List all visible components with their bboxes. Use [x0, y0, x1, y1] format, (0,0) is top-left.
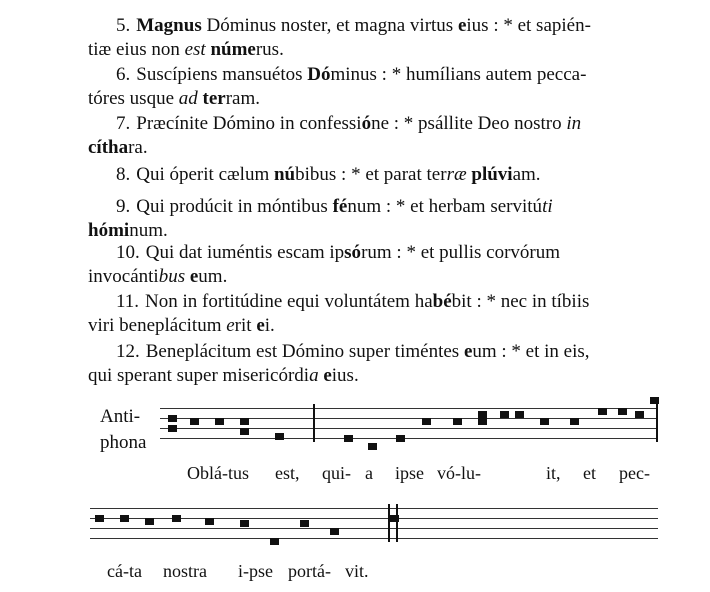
verse-text: Dóminus noster, et magna virtus [201, 15, 458, 36]
neume-note [598, 408, 607, 415]
verse-12 [88, 340, 658, 388]
neume-note [570, 418, 579, 425]
bold-text: e [463, 341, 473, 362]
staff-line-2 [90, 500, 658, 560]
verse-text: ius. [331, 365, 359, 386]
verse-11 [88, 290, 658, 338]
verse-text: Qui prodúcit in móntibus [136, 196, 333, 217]
neume-note [300, 520, 309, 527]
verse-number: 9. [116, 196, 131, 217]
italic-text: ti [542, 196, 553, 217]
neume-note [618, 408, 627, 415]
verse-text: ius : * et sapién- [466, 15, 591, 36]
verse-text: Præcínite Dómino in confessi [136, 113, 362, 134]
bar-line [396, 504, 398, 542]
lyric-syllable: Oblá-tus [187, 463, 249, 483]
staff-rule [160, 418, 658, 419]
lyric-syllable: qui- [322, 463, 351, 483]
verse-text: tiæ eius non [88, 39, 185, 60]
neume-note [368, 443, 377, 450]
neume-note [190, 418, 199, 425]
verse-number: 7. [116, 113, 131, 134]
bold-text: e [189, 266, 199, 287]
staff-rule [90, 538, 658, 539]
bold-text: hómi [88, 220, 130, 241]
lyric-syllable: portá- [288, 561, 331, 581]
bold-text: Dó [307, 64, 331, 85]
staff-line-1 [160, 400, 658, 460]
verse-text: qui sperant super misericórdi [88, 365, 310, 386]
bar-line [388, 504, 390, 542]
staff-rule [90, 528, 658, 529]
antiphon-label [100, 404, 146, 456]
verse-number: 8. [116, 164, 131, 185]
verse-10 [88, 241, 658, 289]
verse-text: Qui dat iuméntis escam ip [145, 242, 345, 263]
neume-note [145, 518, 154, 525]
neume-note [396, 435, 405, 442]
neume-note [215, 418, 224, 425]
bold-text: plúvi [471, 164, 513, 185]
verse-text: num : * et herbam servitú [347, 196, 543, 217]
neume-note [344, 435, 353, 442]
bar-line [656, 404, 658, 442]
verse-number: 12. [116, 341, 140, 362]
neume-note [120, 515, 129, 522]
neume-note [515, 411, 524, 418]
lyric-syllable: et [583, 463, 596, 483]
neume-note [453, 418, 462, 425]
verse-6 [88, 63, 658, 111]
lyric-syllable: pec- [619, 463, 650, 483]
verse-8 [88, 163, 658, 187]
neume-note [168, 415, 177, 422]
verse-text: invocánti [88, 266, 159, 287]
verse-number: 10. [116, 242, 140, 263]
verse-text: um. [198, 266, 228, 287]
staff-rule [160, 438, 658, 439]
neume-note [478, 411, 487, 418]
neume-note [240, 428, 249, 435]
neume-note [168, 425, 177, 432]
bold-text: Magnus [136, 15, 202, 36]
staff-rule [160, 428, 658, 429]
verse-5 [88, 14, 658, 62]
verse-number: 11. [116, 291, 140, 312]
verse-text: viri beneplácitum [88, 315, 227, 336]
verse-text: Non in fortitúdine equi voluntátem ha [145, 291, 433, 312]
italic-text: est [184, 39, 206, 60]
lyric-syllable: cá-ta [107, 561, 142, 581]
verse-text: Suscípiens mansuétos [136, 64, 308, 85]
bar-line [313, 404, 315, 442]
neume-note [422, 418, 431, 425]
verse-number: 5. [116, 15, 131, 36]
lyric-syllable: nostra [163, 561, 207, 581]
verse-text: minus : * humílians autem pecca- [330, 64, 587, 85]
staff-rule [90, 508, 658, 509]
neume-note [500, 411, 509, 418]
verse-text: ra. [128, 137, 148, 158]
verse-text: rit [234, 315, 257, 336]
bold-text: e [323, 365, 332, 386]
lyric-syllable: vó-lu- [437, 463, 481, 483]
lyric-syllable: it, [546, 463, 561, 483]
lyric-syllable: i-pse [238, 561, 273, 581]
lyric-syllable: a [365, 463, 373, 483]
italic-text: bus [158, 266, 186, 287]
neume-note [240, 418, 249, 425]
italic-text: e [226, 315, 235, 336]
neume-note [95, 515, 104, 522]
staff-rule [160, 408, 658, 409]
bold-text: nú [273, 164, 296, 185]
lyric-syllable: vit. [345, 561, 369, 581]
verse-text: bibus : * et parat ter [295, 164, 447, 185]
verse-text: um : * et in eis, [472, 341, 590, 362]
bold-text: só [344, 242, 362, 263]
bold-text: cítha [88, 137, 129, 158]
italic-text: ræ [446, 164, 467, 185]
neume-note [205, 518, 214, 525]
neume-note [240, 520, 249, 527]
bold-text: e [256, 315, 265, 336]
neume-note [270, 538, 279, 545]
bold-text: e [457, 15, 467, 36]
verse-text: Beneplácitum est Dómino super timéntes [145, 341, 464, 362]
italic-text: ad [178, 88, 198, 109]
verse-7 [88, 112, 658, 160]
lyric-syllable: ipse [395, 463, 424, 483]
verse-text: i. [264, 315, 275, 336]
verse-text: tóres usque [88, 88, 179, 109]
verse-text: rum : * et pullis corvórum [361, 242, 561, 263]
bold-text: núme [210, 39, 256, 60]
verse-text: rus. [255, 39, 284, 60]
bold-text: fé [332, 196, 348, 217]
italic-text: a [309, 365, 319, 386]
verse-text: bit : * nec in tíbiis [451, 291, 590, 312]
verse-9 [88, 195, 658, 243]
italic-text: in [566, 113, 582, 134]
neume-note [635, 411, 644, 418]
neume-note [172, 515, 181, 522]
verse-text: ne : * psállite Deo nostro [371, 113, 567, 134]
bold-text: ó [361, 113, 372, 134]
verse-text: num. [129, 220, 168, 241]
neume-note [650, 397, 659, 404]
neume-note [540, 418, 549, 425]
antiphon-label-line2: phona [100, 432, 147, 453]
neume-note [330, 528, 339, 535]
verse-text: am. [512, 164, 541, 185]
verse-number: 6. [116, 64, 131, 85]
neume-note [275, 433, 284, 440]
neume-note [478, 418, 487, 425]
bold-text: ter [202, 88, 226, 109]
bold-text: bé [432, 291, 452, 312]
lyric-syllable: est, [275, 463, 300, 483]
verse-text: ram. [225, 88, 261, 109]
verse-text: Qui óperit cælum [136, 164, 274, 185]
antiphon-label-line1: Anti- [100, 406, 141, 427]
